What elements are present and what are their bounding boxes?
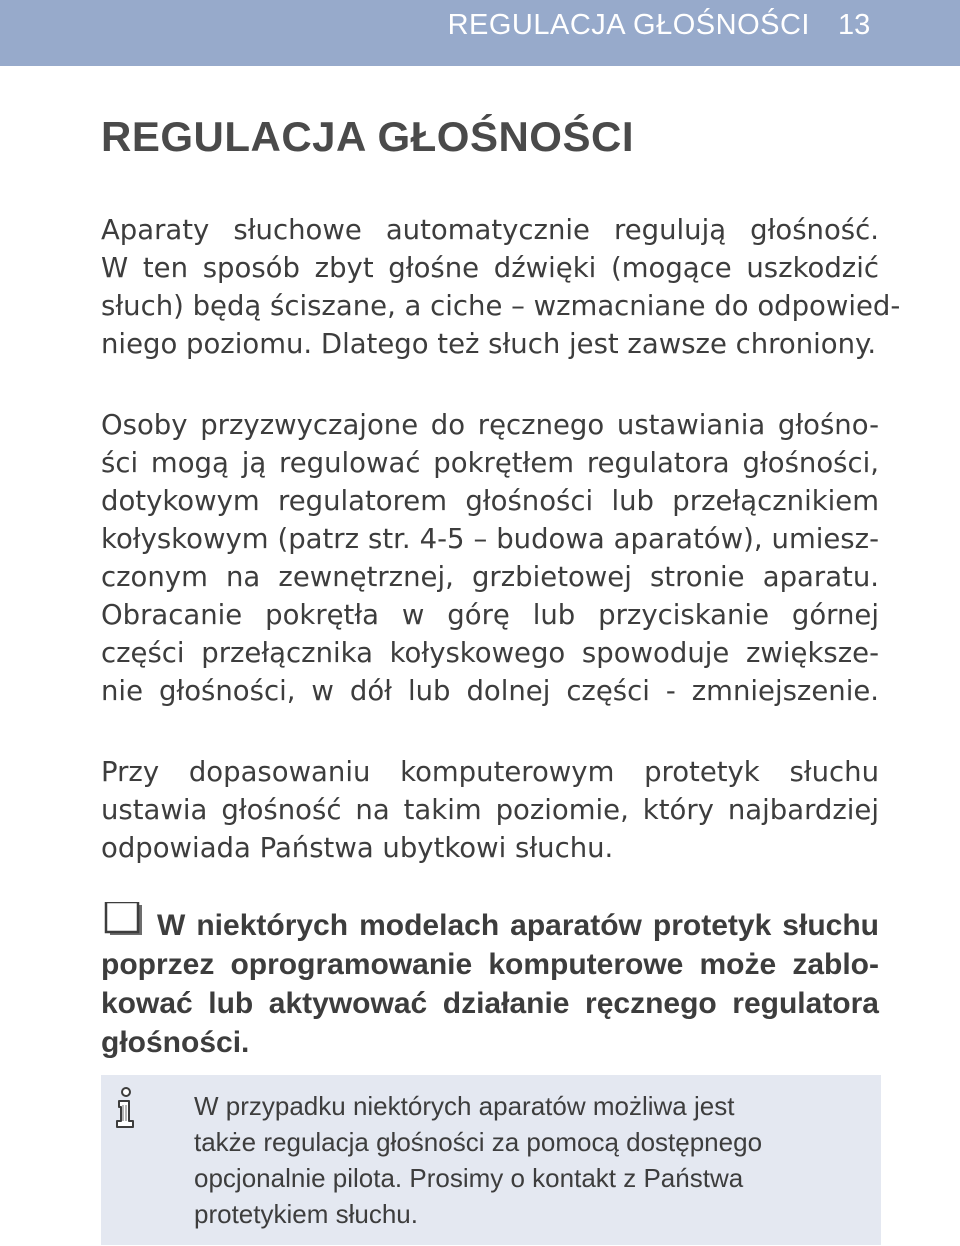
info-box	[101, 1075, 881, 1245]
info-line: protetykiem słuchu.	[194, 1199, 418, 1229]
paragraph-line: ustawia głośność na takim poziomie, który najbardziej	[101, 794, 879, 826]
paragraph-line: części przełącznika kołyskowego spowoduje zwiększe-	[101, 637, 879, 669]
paragraph-2	[101, 406, 879, 710]
note-line: głośności.	[101, 1026, 250, 1059]
paragraph-line: nie głośności, w dół lub dolnej części - zmniejszenie.	[101, 675, 879, 707]
page-number: 13	[838, 9, 871, 41]
paragraph-line: Przy dopasowaniu komputerowym protetyk słuchu	[101, 756, 879, 788]
info-icon	[113, 1087, 139, 1129]
page-title: REGULACJA GŁOŚNOŚCI	[101, 113, 634, 160]
paragraph-3	[101, 753, 879, 867]
paragraph-line: Aparaty słuchowe automatycznie regulują głośność.	[101, 214, 879, 246]
paragraph-line: W ten sposób zbyt głośne dźwięki (mogące uszkodzić	[101, 252, 879, 284]
paragraph-line: Osoby przyzwyczajone do ręcznego ustawiania głośno-	[101, 409, 879, 441]
info-line: opcjonalnie pilota. Prosimy o kontakt z Państwa	[194, 1163, 744, 1193]
info-line: W przypadku niektórych aparatów możliwa jest	[194, 1091, 735, 1121]
paragraph-line: czonym na zewnętrznej, grzbietowej stronie aparatu.	[101, 561, 879, 593]
info-line: także regulacja głośności za pomocą dostępnego	[194, 1127, 763, 1157]
paragraph-line: dotykowym regulatorem głośności lub przełącznikiem	[101, 485, 879, 517]
paragraph-line: Obracanie pokrętła w górę lub przyciskanie górnej	[101, 599, 879, 631]
important-note	[101, 906, 879, 1062]
note-line: W niektórych modelach aparatów protetyk słuchu	[157, 909, 879, 942]
info-text	[194, 1088, 834, 1232]
paragraph-line: słuch) będą ściszane, a ciche – wzmacniane do odpowied-	[101, 290, 901, 322]
running-header-title: REGULACJA GŁOŚNOŚCI	[447, 9, 810, 41]
note-line: poprzez oprogramowanie komputerowe może zablo-	[101, 948, 879, 981]
paragraph-line: kołyskowym (patrz str. 4-5 – budowa aparatów), umiesz-	[101, 523, 879, 555]
paragraph-line: ści mogą ją regulować pokrętłem regulatora głośności,	[101, 447, 879, 479]
paragraph-line: niego poziomu. Dlatego też słuch jest zawsze chroniony.	[101, 328, 877, 360]
paragraph-line: odpowiada Państwa ubytkowi słuchu.	[101, 832, 614, 864]
paragraph-1	[101, 211, 901, 363]
note-line: kować lub aktywować działanie ręcznego regulatora	[101, 987, 879, 1020]
